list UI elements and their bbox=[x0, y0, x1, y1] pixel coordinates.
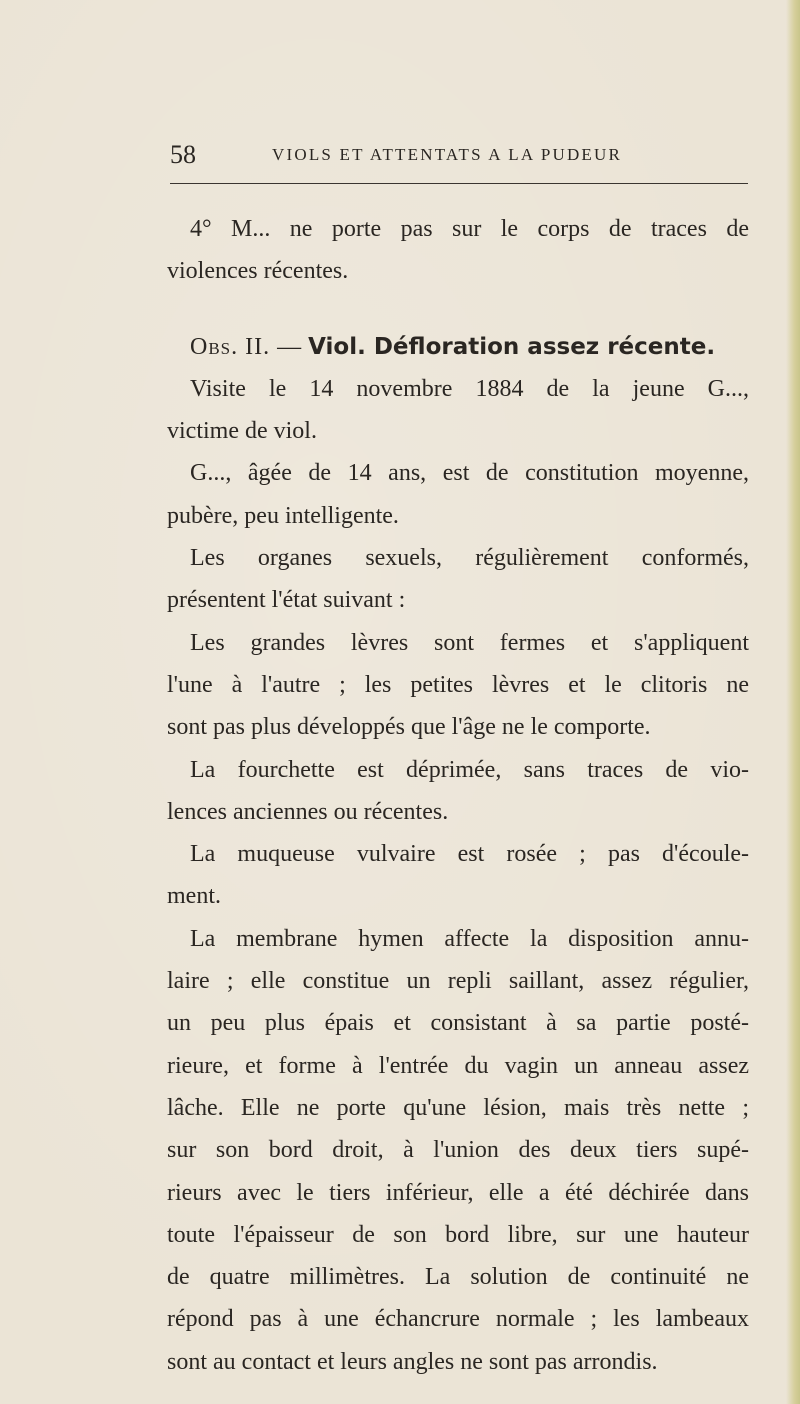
text-line: pubère, peu intelligente. bbox=[167, 502, 399, 529]
text-line: violences récentes. bbox=[167, 258, 349, 285]
text-line: laire ; elle constitue un repli saillant, assez régulier, bbox=[167, 968, 749, 995]
text-line: présentent l'état suivant : bbox=[167, 587, 406, 614]
running-head bbox=[170, 140, 750, 170]
text-line: sont pas plus développés que l'âge ne le comporte. bbox=[167, 714, 651, 741]
observation-title: Viol. Défloration assez récente. bbox=[308, 333, 716, 360]
body-text bbox=[167, 208, 749, 1383]
observation-heading bbox=[167, 326, 749, 368]
text-line: Visite le 14 novembre 1884 de la jeune G..., bbox=[190, 375, 749, 402]
text-line: lâche. Elle ne porte qu'une lésion, mais très nette ; bbox=[167, 1094, 749, 1121]
text-line: Les organes sexuels, régulièrement conformés, bbox=[190, 545, 749, 572]
text-line: répond pas à une échancrure normale ; les lambeaux bbox=[167, 1306, 749, 1333]
text-line: lences anciennes ou récentes. bbox=[167, 798, 449, 825]
text-line: G..., âgée de 14 ans, est de constitution moyenne, bbox=[190, 460, 749, 487]
text-line: 4° M... ne porte pas sur le corps de traces de bbox=[190, 216, 749, 242]
header-rule bbox=[170, 183, 748, 184]
text-line: un peu plus épais et consistant à sa partie posté- bbox=[167, 1010, 749, 1037]
paragraph-gap bbox=[167, 293, 749, 326]
text-line: sont au contact et leurs angles ne sont pas arrondis. bbox=[167, 1348, 658, 1375]
text-line: Les grandes lèvres sont fermes et s'appliquent bbox=[190, 629, 749, 656]
text-line: de quatre millimètres. La solution de continuité ne bbox=[167, 1264, 749, 1291]
text-line: l'une à l'autre ; les petites lèvres et le clitoris ne bbox=[167, 671, 749, 698]
text-line: La membrane hymen affecte la disposition annu- bbox=[190, 925, 749, 952]
text-line: La fourchette est déprimée, sans traces de vio- bbox=[190, 756, 749, 783]
observation-label: Obs. II. — bbox=[190, 333, 303, 360]
text-line: sur son bord droit, à l'union des deux tiers supé- bbox=[167, 1137, 749, 1164]
text-line: ment. bbox=[167, 883, 221, 910]
text-line: rieure, et forme à l'entrée du vagin un anneau assez bbox=[167, 1052, 749, 1079]
text-line: toute l'épaisseur de son bord libre, sur une hauteur bbox=[167, 1221, 749, 1248]
page-number: 58 bbox=[170, 140, 196, 169]
page-edge bbox=[786, 0, 800, 1404]
text-line: La muqueuse vulvaire est rosée ; pas d'écoule- bbox=[190, 841, 749, 868]
text-line: victime de viol. bbox=[167, 418, 317, 445]
text-line: rieurs avec le tiers inférieur, elle a été déchirée dans bbox=[167, 1179, 749, 1206]
running-title: VIOLS ET ATTENTATS A LA PUDEUR bbox=[272, 145, 623, 164]
